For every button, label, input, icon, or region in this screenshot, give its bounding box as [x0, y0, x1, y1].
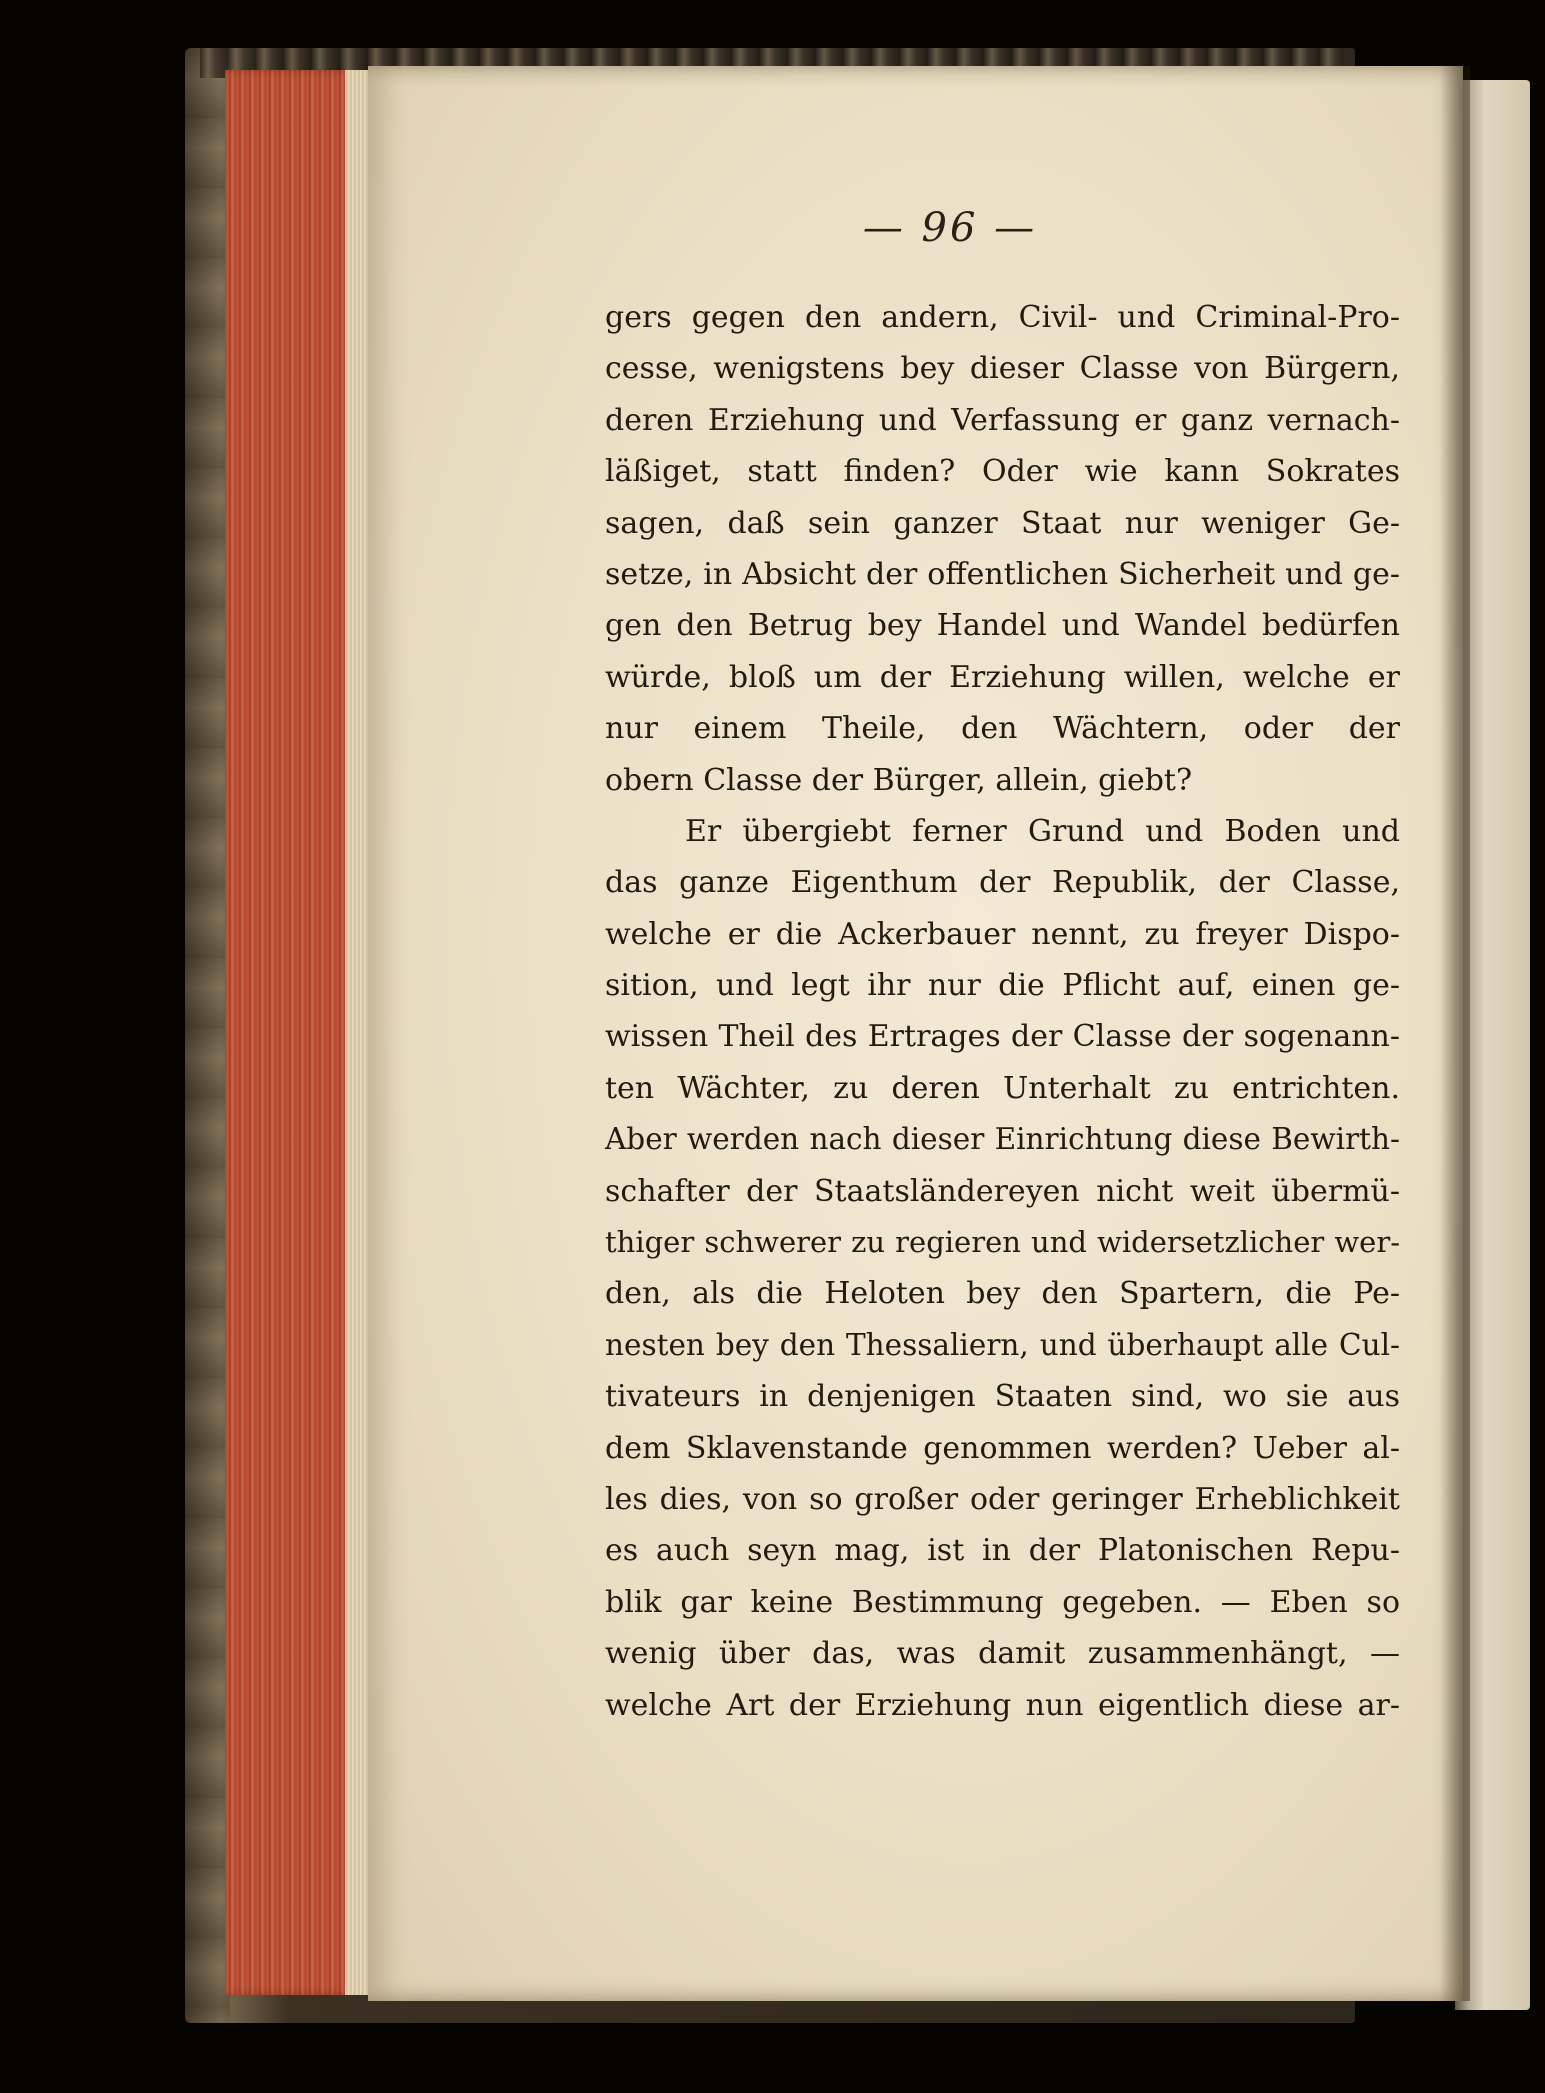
- text-line: es auch seyn mag, ist in der Platonischen Repu-: [605, 1533, 1400, 1569]
- text-line: welche er die Ackerbauer nennt, zu freyer Dispo-: [605, 916, 1400, 952]
- text-line: Aber werden nach dieser Einrichtung diese Bewirth-: [605, 1122, 1400, 1157]
- text-line: schafter der Staatsländereyen nicht weit übermü-: [605, 1173, 1400, 1209]
- text-line: welche Art der Erziehung nun eigentlich diese ar-: [605, 1687, 1400, 1723]
- text-line: thiger schwerer zu regieren und widersetzlicher wer-: [605, 1225, 1400, 1260]
- text-line: les dies, von so großer oder geringer Erheblichkeit: [605, 1481, 1400, 1517]
- text-line: den, als die Heloten bey den Spartern, die Pe-: [605, 1276, 1400, 1312]
- text-line: gers gegen den andern, Civil- und Criminal-Pro-: [605, 300, 1400, 335]
- text-line: sition, und legt ihr nur die Pflicht auf, einen ge-: [605, 968, 1400, 1004]
- text-line: nur einem Theile, den Wächtern, oder der: [605, 711, 1400, 747]
- text-line: sagen, daß sein ganzer Staat nur weniger Ge-: [605, 505, 1400, 541]
- page-edges: [225, 70, 355, 1995]
- text-line: das ganze Eigenthum der Republik, der Classe,: [605, 865, 1400, 901]
- text-line: deren Erziehung und Verfassung er ganz vernach-: [605, 402, 1400, 438]
- gutter-shadow: [1440, 66, 1470, 2001]
- text-line: nesten bey den Thessaliern, und überhaupt alle Cul-: [605, 1327, 1400, 1362]
- text-line: ten Wächter, zu deren Unterhalt zu entrichten.: [605, 1070, 1400, 1106]
- text-line: blik gar keine Bestimmung gegeben. — Eben so: [605, 1584, 1400, 1620]
- body-text: [605, 292, 1400, 1731]
- text-line: wissen Theil des Ertrages der Classe der sogenann-: [605, 1019, 1400, 1055]
- text-line: dem Sklavenstande genommen werden? Ueber al-: [605, 1430, 1400, 1466]
- page-number: — 96 —: [862, 205, 1038, 251]
- text-line: wenig über das, was damit zusammenhängt, —: [605, 1636, 1400, 1672]
- text-line: cesse, wenigstens bey dieser Classe von Bürgern,: [605, 351, 1400, 387]
- text-line: würde, bloß um der Erziehung willen, welche er: [605, 659, 1400, 695]
- text-line: tivateurs in denjenigen Staaten sind, wo sie aus: [605, 1379, 1400, 1415]
- text-line: obern Classe der Bürger, allein, giebt?: [605, 762, 1193, 798]
- text-line: Er übergiebt ferner Grund und Boden und: [685, 813, 1400, 849]
- text-line: läßiget, statt finden? Oder wie kann Sokrates: [605, 454, 1400, 490]
- text-line: gen den Betrug bey Handel und Wandel bedürfen: [605, 608, 1400, 644]
- text-line: setze, in Absicht der offentlichen Sicherheit und ge-: [605, 556, 1400, 592]
